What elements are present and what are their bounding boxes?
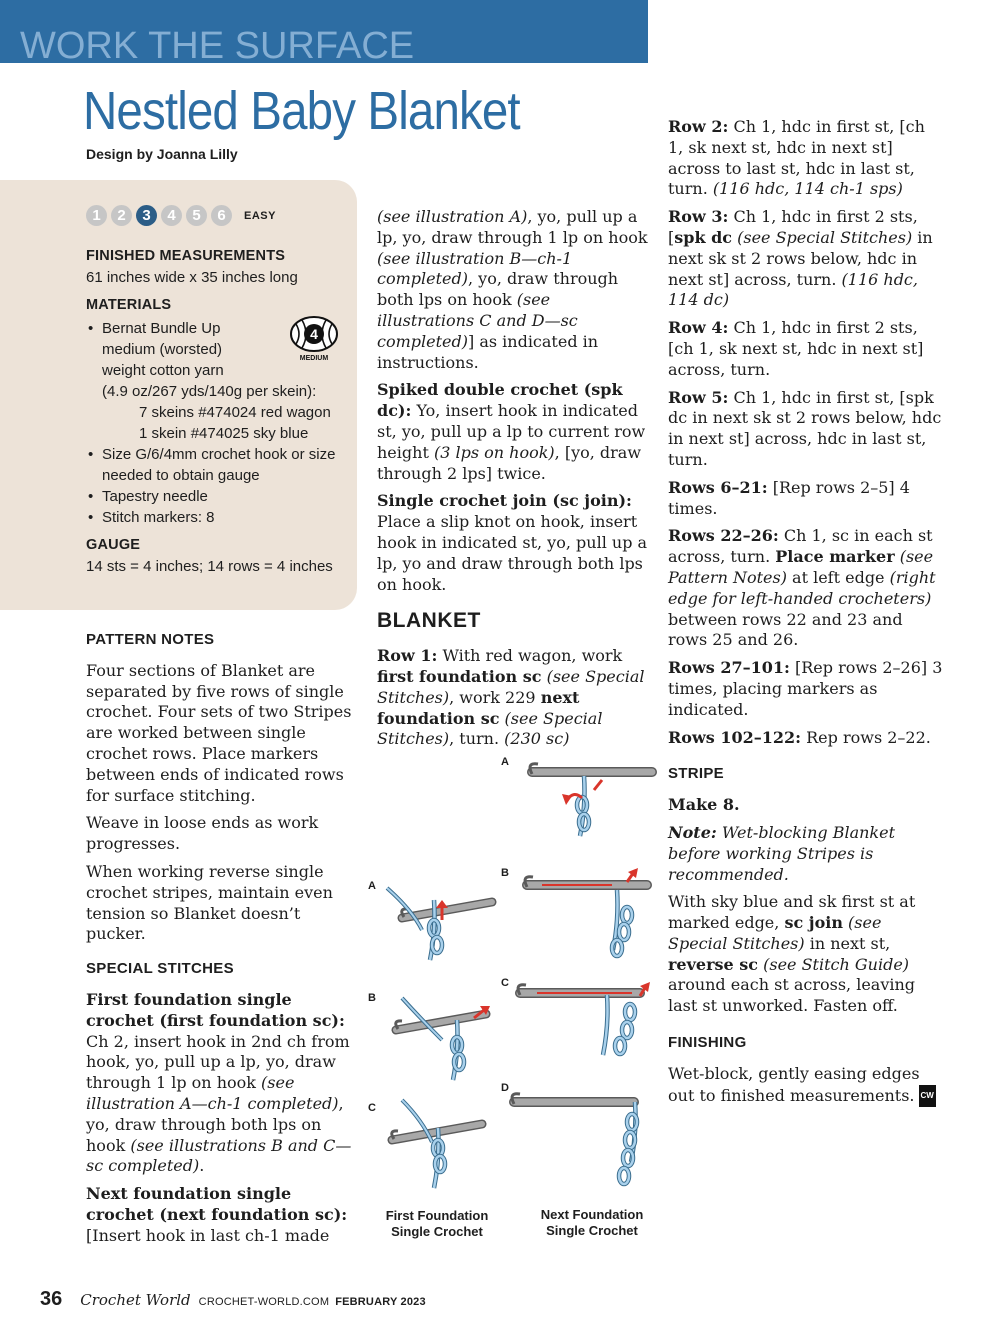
diagram-label-left-a: A [368,880,376,892]
row-text: [Rep rows 2–5] 4 times. [668,477,910,518]
finished-heading: FINISHED MEASUREMENTS [86,248,286,264]
row-4 [668,318,944,380]
stripe-ref: (see Stitch Guide) [758,954,910,974]
fsc-ref: (see illustrations B and C—sc completed) [86,1135,352,1176]
diagram-label-right-b: B [501,867,509,879]
row-text: [Rep rows 2–26] 3 times, placing markers as indicated. [668,658,943,719]
yarn-line: medium (worsted) [102,341,223,358]
column-1 [86,630,354,1254]
fsc-text: . [199,1156,205,1176]
row-2 [668,117,944,200]
yarn-line: weight cotton yarn [102,362,224,379]
caption-line: Single Crochet [391,1224,483,1239]
row-1 [377,646,651,750]
diagram-label-right-d: D [501,1082,509,1094]
page-footer [40,1288,426,1311]
diagram-label-right-a: A [501,756,509,768]
caption-line: Next Foundation [540,1207,644,1222]
stripe-make-text: Make 8. [668,795,740,815]
caption-line: First Foundation [385,1208,489,1223]
nfsc-paragraph-start [86,1184,354,1246]
diagram-label-left-c: C [368,1102,376,1114]
scj-paragraph [377,491,651,595]
foundation-illustrations [362,750,662,1210]
row-text: Ch 1, hdc in first 2 sts, [ [668,207,918,247]
row-ref: (see Special Stitches) [377,708,603,749]
diagram-label-left-b: B [368,992,376,1004]
designer-credit: Design by Joanna Lilly [86,146,238,162]
row-label: Row 2: [668,117,729,136]
pattern-notes-heading: PATTERN NOTES [86,631,215,648]
yarn-weight-number: 4 [310,326,318,342]
row-text: With red wagon, work [437,646,623,666]
row-text: Ch 1, hdc in first st, [ch 1, sk next st, hdc in next st] across to last st, hdc in last st, turn. [668,117,925,199]
illustration-left-a [387,888,492,960]
yarn-color-red: 7 skeins #474024 red wagon [139,404,331,421]
row-count: (116 hdc, 114 dc) [668,269,918,310]
issue-date: FEBRUARY 2023 [335,1296,426,1308]
materials-heading: MATERIALS [86,297,172,313]
row-text: in next sk st 2 rows below, hdc in next st] across, turn. [668,227,933,289]
gauge-heading: GAUGE [86,537,141,553]
stripe-text: With sky blue and sk first st at marked edge, [668,892,916,933]
illustration-right-c [518,982,650,1055]
fsc-text: Ch 2, insert hook in 2nd ch from hook, yo, pull up a lp, yo, draw through 1 lp on hook [86,1031,350,1093]
spk-name: Spiked double crochet (spk dc): [377,380,623,421]
yarn-weight-label: MEDIUM [299,355,329,362]
column-2 [377,207,651,757]
row-bold: first foundation sc [377,666,542,686]
row-ref: (right edge for left-handed crocheters) [668,567,936,608]
skill-label: EASY [244,209,276,222]
website: CROCHET-WORLD.COM [198,1296,330,1308]
fsc-text: , yo, draw through both lps on hook [86,1093,344,1155]
scj-name: Single crochet join (sc join): [377,491,632,511]
pattern-notes-p3: When working reverse single crochet stripes, maintain even tension so Blanket doesn’t pucker. [86,861,333,944]
stripe-text: around each st across, leaving last st unworked. Fasten off. [668,975,916,1016]
note-label: Note: [668,822,717,842]
skill-level-4: 4 [161,205,182,226]
yarn-color-blue: 1 skein #474025 sky blue [139,425,309,442]
nfsc-ref: (see illustration A) [377,207,528,226]
row-count: (230 sc) [504,729,570,749]
finishing-paragraph [668,1064,944,1108]
diagram-label-right-c: C [501,977,509,989]
row-count: (116 hdc, 114 ch-1 sps) [712,179,903,199]
stripe-instructions [668,892,944,1017]
row-label: Rows 6–21: [668,477,768,497]
rows-6-21 [668,478,944,520]
pattern-notes-p1: Four sections of Blanket are separated by five rows of single crochet. Four sets of two Stripes are worked between single crochet rows. Place markers between ends of indicated rows for surface stitching. [86,660,352,805]
row-text: , turn. [449,729,505,749]
caption-first-foundation [372,1208,502,1240]
spk-text: , [yo, draw through 2 lps] twice. [377,442,642,483]
row-ref: (see Special Stitches) [377,666,645,707]
row-label: Rows 27–101: [668,658,790,678]
row-label: Row 4: [668,318,729,338]
blanket-heading: BLANKET [377,609,481,633]
stripe-make [668,795,944,816]
spk-ref: (3 lps on hook) [433,442,555,462]
row-bold: Place marker [775,547,895,567]
fsc-name: First foundation single crochet (first foundation sc): [86,989,345,1030]
row-5 [668,388,944,471]
row-text: between rows 22 and 23 and rows 25 and 26. [668,609,903,650]
section-title: WORK THE SURFACE [20,25,415,67]
rows-102-122 [668,728,944,749]
skill-level-2: 2 [111,205,132,226]
fsc-paragraph [86,990,354,1177]
special-stitches-heading: SPECIAL STITCHES [86,960,234,978]
row-text: Ch 1, hdc in first st, [spk dc in next sk st 2 rows below, hdc in next st] across, hdc in last st, turn. [668,387,942,469]
fsc-ref: (see illustration A—ch-1 completed) [86,1073,339,1113]
skill-level [86,205,276,226]
row-text: at left edge [786,567,890,587]
illustration-right-b [525,868,647,956]
yarn-line: (4.9 oz/267 yds/140g per skein): [102,383,317,400]
row-text: , work 229 [449,687,541,707]
stripe-heading: STRIPE [668,765,724,783]
scj-text: Place a slip knot on hook, insert hook in indicated st, yo, pull up a lp, yo and draw through both lps on hook. [377,512,648,594]
row-text: Rep rows 2–22. [801,727,931,747]
stripe-bold: sc join [784,913,843,933]
finishing-heading: FINISHING [668,1034,747,1052]
page-title: Nestled Baby Blanket [83,81,520,141]
illustration-left-b [396,998,490,1080]
gauge-text: 14 sts = 4 inches; 14 rows = 4 inches [86,558,333,575]
magazine-name: Crochet World [80,1291,191,1309]
row-bold: next foundation sc [377,687,580,728]
materials-hook: • Size G/6/4mm crochet hook or size needed to obtain gauge [86,444,351,486]
row-3 [668,207,944,311]
yarn-line: Bernat Bundle Up [102,320,221,337]
note-text: Wet-blocking Blanket before working Stripes is recommended. [668,822,896,884]
illustration-right-d [512,1094,637,1184]
spk-text: Yo, insert hook in indicated st, yo, pull up a lp to current row height [377,401,646,462]
row-label: Rows 102–122: [668,727,802,747]
nfsc-text: , yo, pull up a lp, yo, draw through 1 lp on hook [377,207,648,247]
spk-paragraph [377,380,651,484]
skill-level-1: 1 [86,205,107,226]
page-number: 36 [40,1288,63,1310]
stripe-text: in next st, [804,933,891,953]
skill-level-5: 5 [186,205,207,226]
nfsc-paragraph-cont [377,207,651,373]
pattern-notes-p2: Weave in loose ends as work progresses. [86,813,319,854]
rows-27-101 [668,658,944,720]
info-box-content [86,246,351,577]
section-band [0,0,648,67]
row-label: Row 3: [668,207,729,227]
nfsc-text: , yo, draw through both lps on hook [377,269,619,310]
skill-level-3: 3 [136,205,157,226]
illustration-right-a [530,764,652,836]
nfsc-text: [Insert hook in last ch-1 made [86,1225,330,1245]
row-ref: (see Special Stitches) [732,227,913,247]
end-mark-icon: CW [919,1085,936,1108]
nfsc-ref: (see illustration B—ch-1 completed) [377,248,573,289]
caption-line: Single Crochet [546,1223,638,1238]
rows-22-26 [668,526,944,651]
row-text: Ch 1, sc in each st across, turn. [668,526,933,567]
skill-level-6: 6 [211,205,232,226]
finished-text: 61 inches wide x 35 inches long [86,269,298,286]
row-bold: spk dc [674,227,733,247]
nfsc-text: ] as indicated in instructions. [377,331,599,372]
illustration-left-c [392,1100,482,1188]
stripe-bold: reverse sc [668,954,759,974]
materials-needle: • Tapestry needle [86,486,351,507]
row-text: Ch 1, hdc in first 2 sts, [ch 1, sk next st, hdc in next st] across, turn. [668,318,924,379]
row-label: Row 1: [377,646,438,666]
stripe-note [668,823,944,885]
materials-markers: • Stitch markers: 8 [86,507,351,528]
caption-next-foundation [526,1207,658,1239]
nfsc-name: Next foundation single crochet (next foundation sc): [86,1184,348,1224]
stripe-ref: (see Special Stitches) [668,913,882,953]
yarn-weight-icon [288,314,340,362]
column-3 [668,117,944,1114]
nfsc-ref: (see illustrations C and D—sc completed) [377,290,578,351]
row-label: Rows 22–26: [668,526,779,546]
row-label: Row 5: [668,387,729,407]
finishing-text: Wet-block, gently easing edges out to finished measurements. [668,1063,920,1105]
row-ref: (see Pattern Notes) [668,547,934,587]
